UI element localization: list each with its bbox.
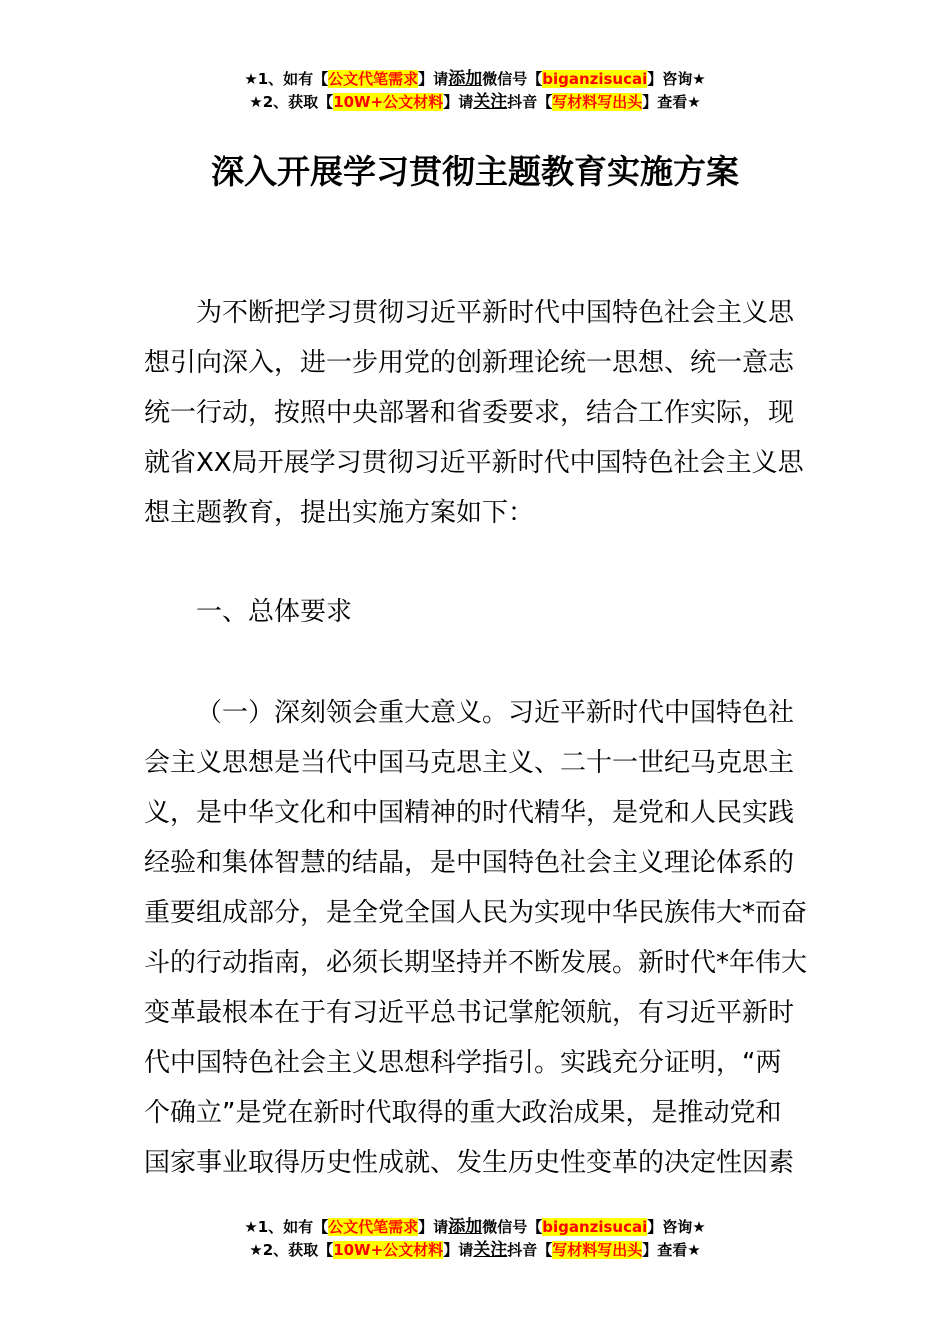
document-title: 深入开展学习贯彻主题教育实施方案 (211, 152, 739, 191)
promo-line-2 (0, 1239, 950, 1262)
promo-highlight: 公文代笔需求 (328, 1218, 419, 1236)
paragraph-line: 就省XX局开展学习贯彻习近平新时代中国特色社会主义思 (144, 448, 804, 478)
promo-text: 】查看★ (642, 93, 701, 111)
paragraph-line: 个确立”是党在新时代取得的重大政治成果，是推动党和 (144, 1098, 782, 1128)
promo-highlight: 10W+公文材料 (333, 1241, 444, 1259)
paragraph-line: （一）深刻领会重大意义。习近平新时代中国特色社 (196, 698, 795, 728)
promo-text: 】咨询★ (647, 1218, 706, 1236)
paragraph-line: 统一行动，按照中央部署和省委要求，结合工作实际，现 (144, 398, 795, 428)
promo-text: ★1、如有【 (244, 1218, 329, 1236)
promo-douyin-name: 写材料写出头 (552, 93, 643, 111)
promo-line-1 (0, 68, 950, 91)
promo-highlight: 10W+公文材料 (333, 93, 444, 111)
promo-text: ★2、获取【 (249, 93, 334, 111)
section-heading (144, 587, 809, 637)
promo-text: 抖音【 (507, 93, 553, 111)
promo-line-2 (0, 91, 950, 114)
promo-text: ★1、如有【 (244, 70, 329, 88)
promo-text: 】咨询★ (647, 70, 706, 88)
promo-wechat-id: biganzisucai (542, 1218, 648, 1236)
paragraph-line: 为不断把学习贯彻习近平新时代中国特色社会主义思 (196, 298, 795, 328)
promo-text: 】请 (418, 70, 449, 88)
promo-underline: 添加 (448, 69, 483, 89)
paragraph-line: 义，是中华文化和中国精神的时代精华，是党和人民实践 (144, 798, 795, 828)
paragraph-line: 经验和集体智慧的结晶，是中国特色社会主义理论体系的 (144, 848, 795, 878)
promo-highlight: 公文代笔需求 (328, 70, 419, 88)
paragraph-line: 斗的行动指南，必须长期坚持并不断发展。新时代*年伟大 (144, 948, 808, 978)
promo-text: 】请 (443, 1241, 474, 1259)
promo-text: 抖音【 (507, 1241, 553, 1259)
promo-text: 微信号【 (482, 70, 543, 88)
footer-promo-banner (0, 1216, 950, 1262)
intro-paragraph (144, 288, 809, 538)
promo-text: ★2、获取【 (249, 1241, 334, 1259)
paragraph-line: 代中国特色社会主义思想科学指引。实践充分证明，“两 (144, 1048, 782, 1078)
promo-text: 】请 (443, 93, 474, 111)
promo-douyin-name: 写材料写出头 (552, 1241, 643, 1259)
promo-line-1 (0, 1216, 950, 1239)
paragraph-line: 想引向深入，进一步用党的创新理论统一思想、统一意志 (144, 348, 795, 378)
paragraph-line: 变革最根本在于有习近平总书记掌舵领航，有习近平新时 (144, 998, 795, 1028)
promo-text: 】请 (418, 1218, 449, 1236)
paragraph-line: 会主义思想是当代中国马克思主义、二十一世纪马克思主 (144, 748, 795, 778)
promo-text: 】查看★ (642, 1241, 701, 1259)
promo-underline: 关注 (473, 92, 508, 112)
header-promo-banner (0, 68, 950, 114)
section-heading-text: 一、总体要求 (196, 597, 353, 627)
paragraph-line: 重要组成部分，是全党全国人民为实现中华民族伟大*而奋 (144, 898, 808, 928)
promo-underline: 添加 (448, 1217, 483, 1237)
promo-underline: 关注 (473, 1240, 508, 1260)
paragraph-line: 国家事业取得历史性成就、发生历史性变革的决定性因素 (144, 1148, 795, 1178)
section1-paragraph (144, 688, 809, 1188)
promo-wechat-id: biganzisucai (542, 70, 648, 88)
promo-text: 微信号【 (482, 1218, 543, 1236)
paragraph-line: 想主题教育，提出实施方案如下： (144, 498, 535, 528)
